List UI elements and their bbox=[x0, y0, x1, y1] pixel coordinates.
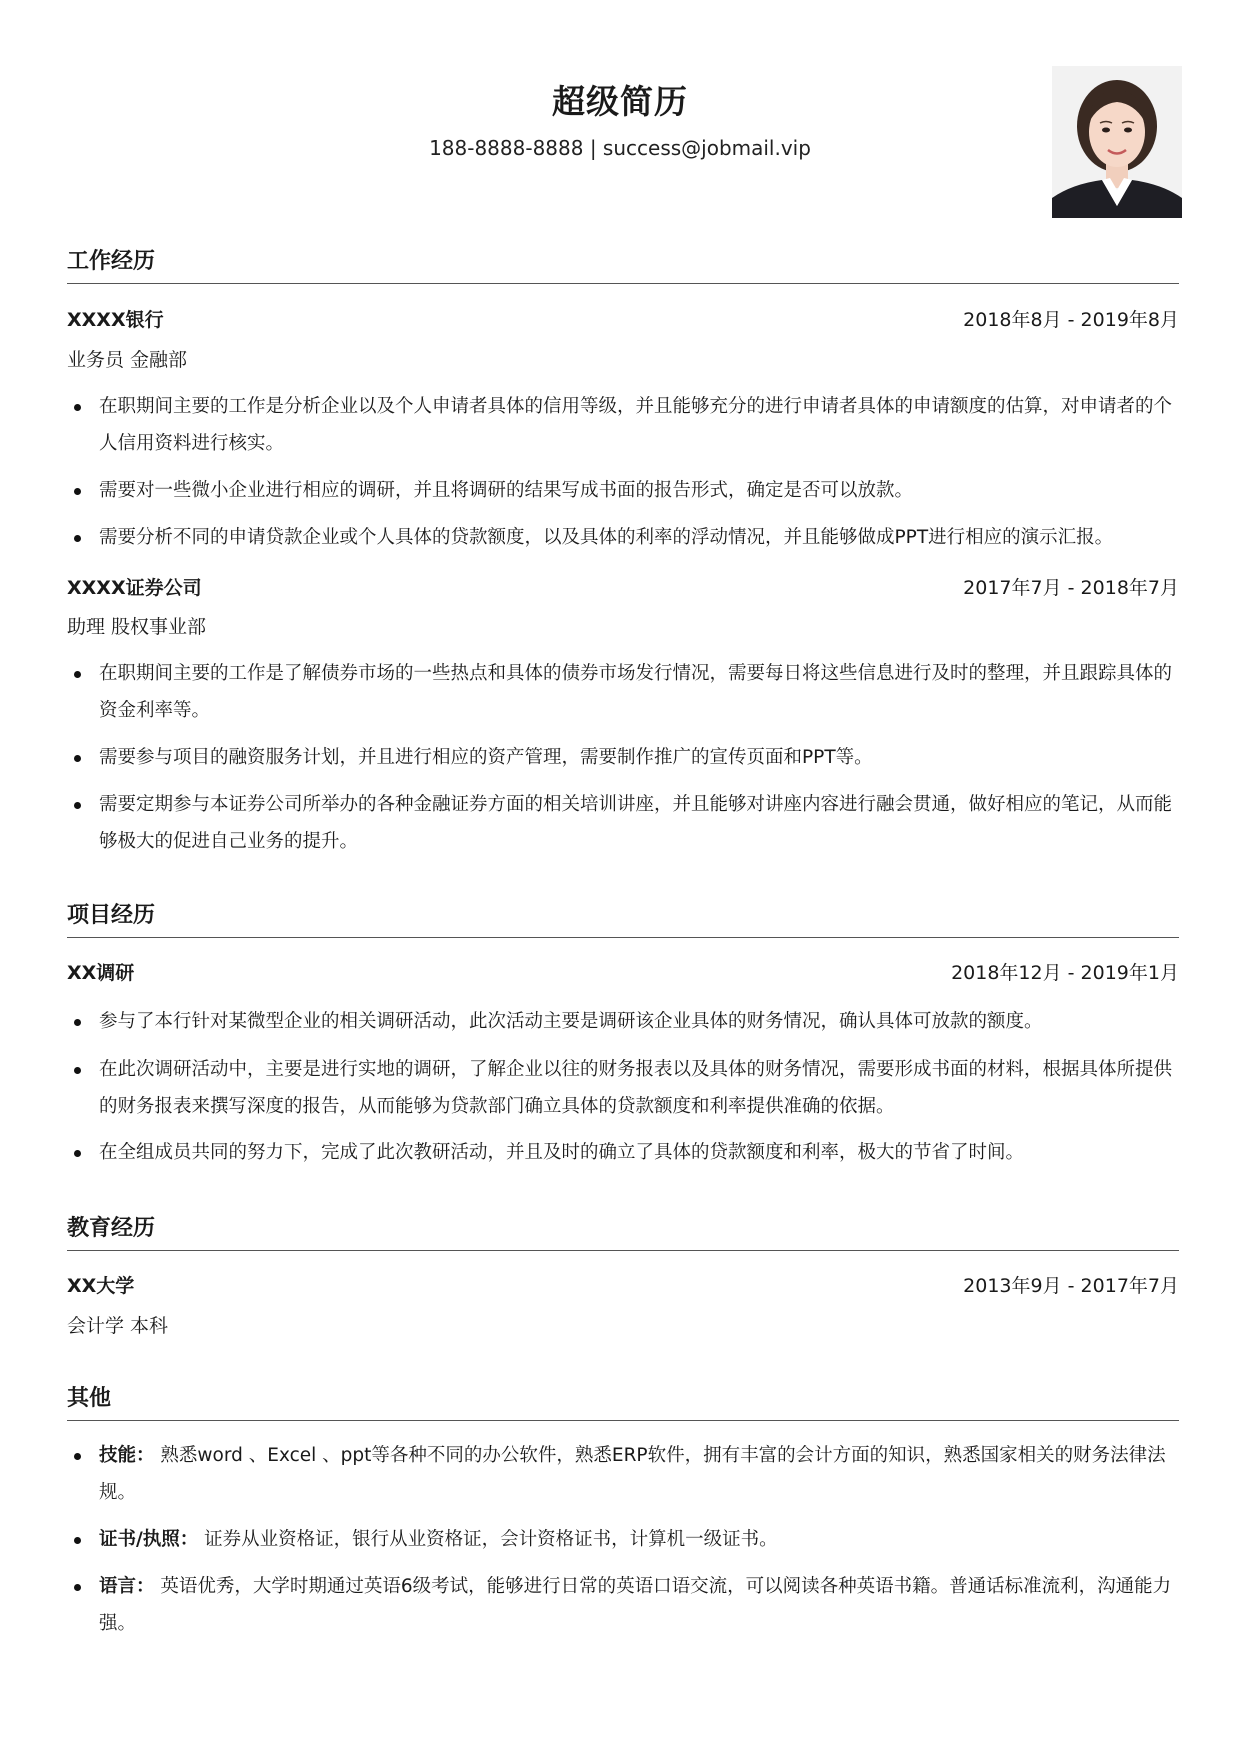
bullet-dot bbox=[74, 1584, 81, 1591]
other-item-label: 语言： bbox=[99, 1576, 155, 1597]
section-divider bbox=[67, 1250, 1179, 1251]
job-date: 2017年7月 - 2018年7月 bbox=[963, 577, 1179, 599]
bullet-dot bbox=[74, 671, 81, 678]
job-bullet: 需要对一些微小企业进行相应的调研，并且将调研的结果写成书面的报告形式，确定是否可以放款。 bbox=[99, 480, 914, 501]
job-org: XXXX证券公司 bbox=[67, 577, 202, 599]
job-bullet: 需要参与项目的融资服务计划，并且进行相应的资产管理，需要制作推广的宣传页面和PPT等。 bbox=[99, 747, 873, 768]
profile-photo bbox=[1052, 66, 1182, 218]
project-bullet: 参与了本行针对某微型企业的相关调研活动，此次活动主要是调研该企业具体的财务情况，确认具体可放款的额度。 bbox=[99, 1011, 1043, 1032]
bullet-dot bbox=[74, 1537, 81, 1544]
bullet-dot bbox=[74, 488, 81, 495]
resume-name: 超级简历 bbox=[552, 82, 688, 121]
other-item-skills bbox=[99, 1437, 1179, 1511]
bullet-dot bbox=[74, 1019, 81, 1026]
section-title-other: 其他 bbox=[67, 1386, 112, 1411]
other-item-text: 熟悉word 、Excel 、ppt等各种不同的办公软件，熟悉ERP软件，拥有丰富的会计方面的知识，熟悉国家相关的财务法律法规。 bbox=[99, 1445, 1166, 1503]
job-bullet: 需要定期参与本证券公司所举办的各种金融证券方面的相关培训讲座，并且能够对讲座内容进行融会贯通，做好相应的笔记，从而能够极大的促进自己业务的提升。 bbox=[99, 794, 1173, 852]
job-bullet: 在职期间主要的工作是了解债券市场的一些热点和具体的债券市场发行情况，需要每日将这些信息进行及时的整理，并且跟踪具体的资金利率等。 bbox=[99, 663, 1173, 721]
job-role: 助理 股权事业部 bbox=[67, 616, 207, 638]
other-item-certificates bbox=[99, 1521, 1179, 1558]
bullet-dot bbox=[74, 1150, 81, 1157]
section-title-projects: 项目经历 bbox=[67, 903, 156, 928]
section-divider bbox=[67, 1420, 1179, 1421]
job-role: 业务员 金融部 bbox=[67, 349, 188, 371]
contact-line: 188-8888-8888 | success@jobmail.vip bbox=[429, 136, 811, 160]
section-title-work: 工作经历 bbox=[67, 249, 156, 274]
other-item-text: 证券从业资格证，银行从业资格证，会计资格证书，计算机一级证书。 bbox=[204, 1529, 778, 1550]
project-date: 2018年12月 - 2019年1月 bbox=[951, 962, 1179, 984]
bullet-dot bbox=[74, 802, 81, 809]
job-org: XXXX银行 bbox=[67, 309, 164, 331]
section-divider bbox=[67, 283, 1179, 284]
project-bullet: 在全组成员共同的努力下，完成了此次教研活动，并且及时的确立了具体的贷款额度和利率，极大的节省了时间。 bbox=[99, 1142, 1025, 1163]
bullet-dot bbox=[74, 404, 81, 411]
section-divider bbox=[67, 937, 1179, 938]
section-title-education: 教育经历 bbox=[67, 1216, 156, 1241]
project-bullet: 在此次调研活动中，主要是进行实地的调研，了解企业以往的财务报表以及具体的财务情况，需要形成书面的材料，根据具体所提供的财务报表来撰写深度的报告，从而能够为贷款部门确立具体的贷款额度和利率提供准确的依据。 bbox=[99, 1059, 1173, 1117]
bullet-dot bbox=[74, 1067, 81, 1074]
bullet-dot bbox=[74, 755, 81, 762]
bullet-dot bbox=[74, 535, 81, 542]
education-date: 2013年9月 - 2017年7月 bbox=[963, 1275, 1179, 1297]
job-bullet: 需要分析不同的申请贷款企业或个人具体的贷款额度，以及具体的利率的浮动情况，并且能够做成PPT进行相应的演示汇报。 bbox=[99, 527, 1114, 548]
other-item-label: 证书/执照： bbox=[99, 1529, 199, 1550]
portrait-avatar-icon bbox=[1052, 66, 1182, 218]
school-name: XX大学 bbox=[67, 1275, 135, 1297]
education-major: 会计学 本科 bbox=[67, 1315, 169, 1337]
project-name: XX调研 bbox=[67, 962, 135, 984]
job-bullet: 在职期间主要的工作是分析企业以及个人申请者具体的信用等级，并且能够充分的进行申请者具体的申请额度的估算，对申请者的个人信用资料进行核实。 bbox=[99, 396, 1173, 454]
bullet-dot bbox=[74, 1453, 81, 1460]
other-item-label: 技能： bbox=[99, 1445, 155, 1466]
other-item-languages bbox=[99, 1568, 1179, 1642]
job-date: 2018年8月 - 2019年8月 bbox=[963, 309, 1179, 331]
other-item-text: 英语优秀，大学时期通过英语6级考试，能够进行日常的英语口语交流，可以阅读各种英语书籍。普通话标准流利，沟通能力强。 bbox=[99, 1576, 1172, 1634]
